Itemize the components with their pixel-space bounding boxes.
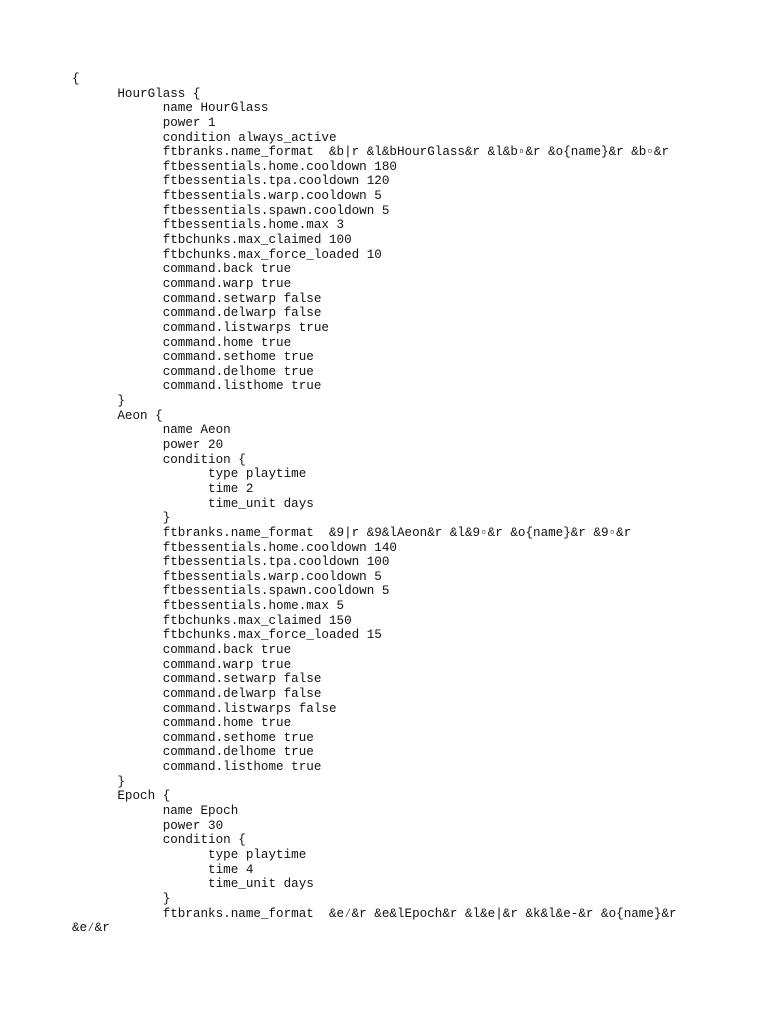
config-line: command.back true [72,642,292,657]
config-line: } [72,394,125,409]
config-line: ftbessentials.spawn.cooldown 5 [72,203,390,218]
config-line: ftbessentials.home.max 3 [72,218,345,233]
config-line: command.setwarp false [72,672,322,687]
config-line: command.delhome true [72,745,314,760]
config-line: command.listhome true [72,379,322,394]
config-line: } [72,511,171,526]
config-line: time 4 [72,862,254,877]
config-line: ftbessentials.tpa.cooldown 100 [72,555,390,570]
config-line: ftbessentials.tpa.cooldown 120 [72,174,390,189]
config-line: command.setwarp false [72,291,322,306]
config-line: ftbessentials.home.max 5 [72,599,345,614]
config-line: ftbchunks.max_claimed 150 [72,613,352,628]
config-line: command.listhome true [72,760,322,775]
config-line: ftbranks.name_format &9|r &9&lAeon&r &l&9▫&r &o{name}&r &9▫&r [72,525,632,540]
config-line: ftbranks.name_format &e⁄&r &e&lEpoch&r &l&e|&r &k&l&e-&r &o{name}&r [72,906,677,921]
config-line: ftbranks.name_format &b|r &l&bHourGlass&r &l&b▫&r &o{name}&r &b▫&r [72,145,670,160]
config-line: time 2 [72,481,254,496]
config-line: type playtime [72,467,307,482]
config-line: command.sethome true [72,350,314,365]
config-line: name Aeon [72,423,231,438]
config-line: ftbessentials.warp.cooldown 5 [72,569,382,584]
config-line: condition { [72,833,246,848]
config-line: power 1 [72,115,216,130]
config-line: power 30 [72,818,224,833]
config-line: condition { [72,452,246,467]
config-line: command.back true [72,262,292,277]
config-line: name Epoch [72,804,239,819]
config-line: command.warp true [72,657,292,672]
config-line: command.delwarp false [72,686,322,701]
config-line: ftbchunks.max_force_loaded 15 [72,628,382,643]
config-line: ftbchunks.max_claimed 100 [72,233,352,248]
config-line: &e⁄&r [72,921,110,936]
config-line: ftbessentials.warp.cooldown 5 [72,189,382,204]
config-line: command.delwarp false [72,306,322,321]
config-line: Aeon { [72,408,163,423]
config-line: command.home true [72,716,292,731]
config-line: command.delhome true [72,364,314,379]
config-line: name HourGlass [72,101,269,116]
config-line: time_unit days [72,496,314,511]
config-line: condition always_active [72,130,337,145]
config-line: command.listwarps false [72,701,337,716]
config-line: power 20 [72,438,224,453]
config-line: ftbchunks.max_force_loaded 10 [72,247,382,262]
config-line: command.warp true [72,276,292,291]
config-line: type playtime [72,847,307,862]
config-line: HourGlass { [72,86,201,101]
config-document [72,72,712,936]
config-line: ftbessentials.home.cooldown 180 [72,159,397,174]
config-line: command.home true [72,335,292,350]
config-line: ftbessentials.spawn.cooldown 5 [72,584,390,599]
config-line: { [72,72,80,86]
config-line: command.sethome true [72,730,314,745]
config-line: } [72,774,125,789]
config-line: command.listwarps true [72,320,329,335]
config-line: time_unit days [72,877,314,892]
config-line: } [72,891,171,906]
config-line: Epoch { [72,789,171,804]
config-line: ftbessentials.home.cooldown 140 [72,540,397,555]
